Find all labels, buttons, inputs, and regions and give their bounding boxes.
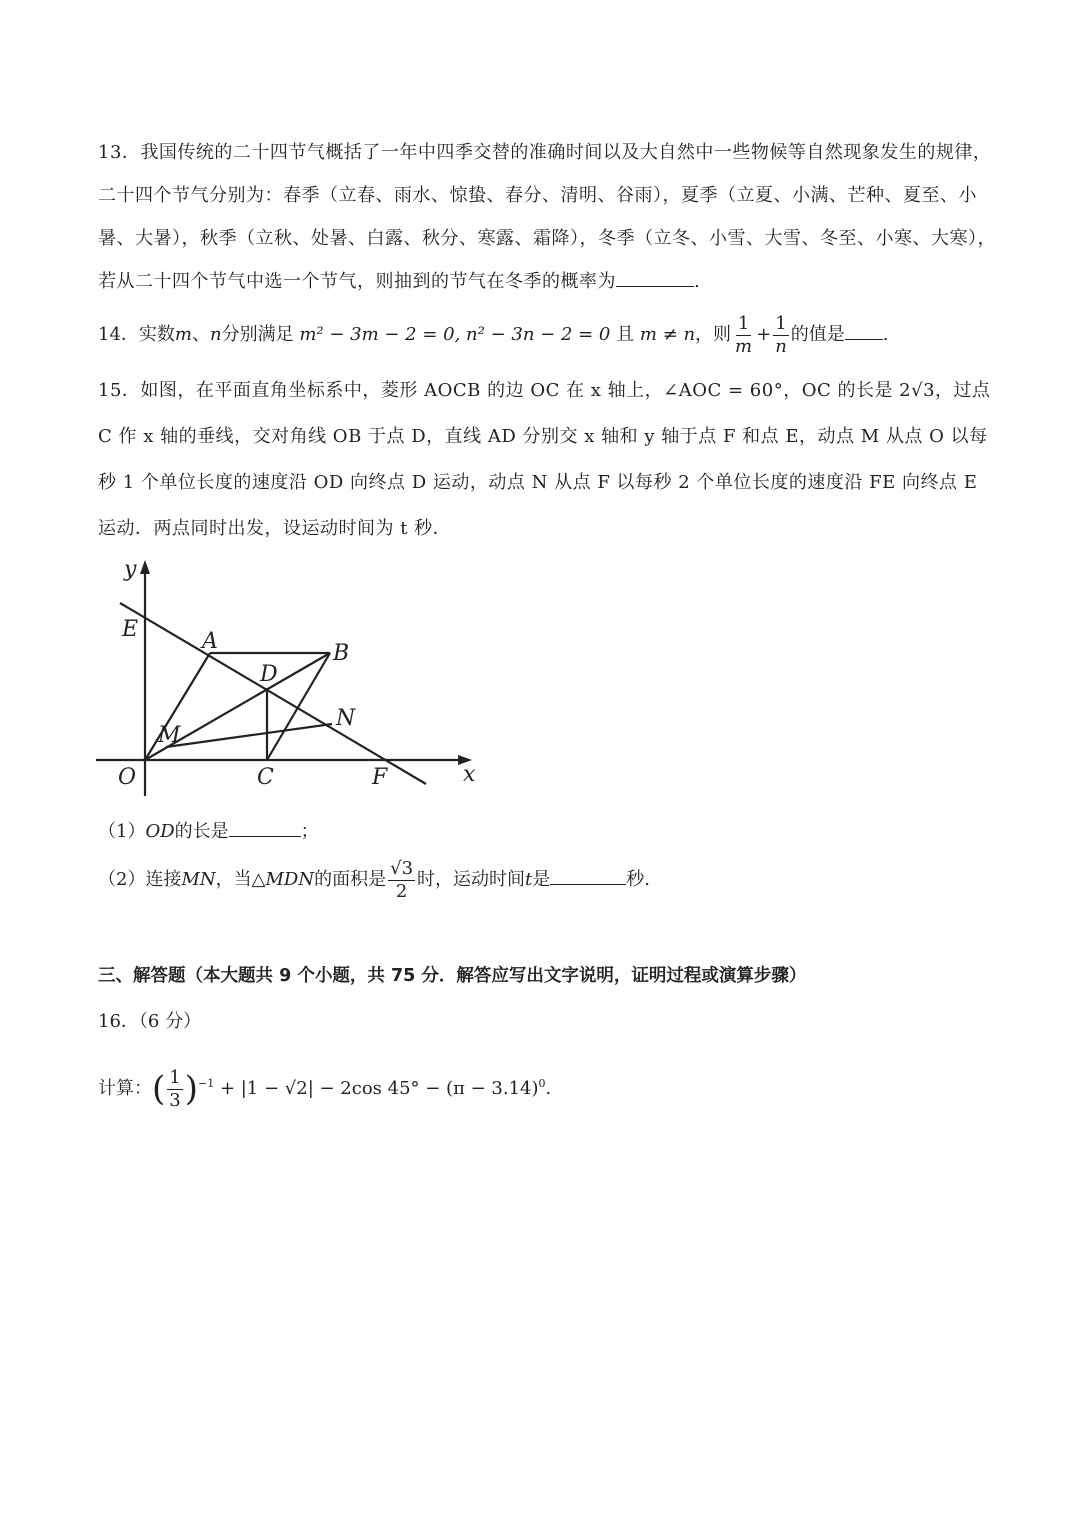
segment-MN xyxy=(166,724,332,747)
label-C: C xyxy=(257,765,274,790)
question-13-text: 13．我国传统的二十四节气概括了一年中四季交替的准确时间以及大自然中一些物候等自然现象发生的规律，二十四个节气分别为：春季（立春、雨水、惊蛰、春分、清明、谷雨），夏季（立夏、小满、芒种、夏至、小暑、大暑），秋季（立秋、处暑、白露、秋分、寒露、霜降），冬季（立冬、小雪、大雪、冬至、小寒、大寒），若从二十四个节气中选一个节气，则抽到的节气在冬季的概率为 xyxy=(98,142,996,292)
question-15-part-2: （2）连接MN，当△MDN的面积是 $\frac{√3}{2}$ 时，运动时间t是 秒. xyxy=(98,857,650,902)
question-15-text: 15．如图，在平面直角坐标系中，菱形 AOCB 的边 OC 在 x 轴上，∠AOC = 60°，OC 的长是 2√3，过点 C 作 x 轴的垂线，交对角线 OB 于点 D，直线 AD 分别交 x 轴和 y 轴于点 F 和点 E，动点 M 从点 O 以每秒 1 个单位长度的速度沿 OD 向终点 D 运动，动点 N 从点 F 以每秒 2 个单位长度的速度沿 FE 向终点 E 运动．两点同时出发，设运动时间为 t 秒． xyxy=(98,380,991,539)
y-arrow-icon xyxy=(140,560,150,574)
answer-blank-15-2 xyxy=(550,866,626,885)
answer-blank-14 xyxy=(845,321,883,340)
question-16-header: 16．（6 分） xyxy=(98,1011,202,1032)
fraction-1-over-n: $\frac{1}{n}$ xyxy=(775,312,787,357)
question-16-expression: 计算：( $\frac{1}{3}$ )$^{-1}$ + |1 − √2| − 2cos $45^\circ - (\pi - 3.14)^0$. xyxy=(98,1066,552,1111)
label-N: N xyxy=(336,706,356,731)
fraction-1-over-m: $\frac{1}{m}$ xyxy=(735,312,753,357)
answer-blank-15-1 xyxy=(229,818,301,837)
label-y: y xyxy=(124,557,137,582)
label-F: F xyxy=(372,765,388,790)
fraction-sqrt3-over-2: $\frac{√3}{2}$ xyxy=(390,857,414,902)
label-E: E xyxy=(122,617,139,642)
answer-blank-13 xyxy=(616,268,694,287)
label-M: M xyxy=(158,723,181,748)
label-D: D xyxy=(260,662,278,687)
geometry-figure xyxy=(96,556,486,801)
question-14: 14．实数m、n分别满足 m² − 3m − 2 = 0, n² − 3n − 2 = 0 且 m ≠ n，则 $\frac{1}{m}$ + $\frac{1}{n}$ 的值是 . xyxy=(98,312,889,357)
equation-14: m² − 3m − 2 = 0, n² − 3n − 2 = 0 xyxy=(299,324,611,345)
label-O: O xyxy=(118,765,137,790)
line-EF xyxy=(120,603,426,784)
question-15-part-1: （1）OD的长是 ； xyxy=(98,818,319,845)
label-A: A xyxy=(202,629,218,654)
question-15 xyxy=(98,368,998,552)
question-13: 13．我国传统的二十四节气概括了一年中四季交替的准确时间以及大自然中一些物候等自然现象发生的规律，二十四个节气分别为：春季（立春、雨水、惊蛰、春分、清明、谷雨），夏季（立夏、小满、芒种、夏至、小暑、大暑），秋季（立秋、处暑、白露、秋分、寒露、霜降），冬季（立冬、小雪、大雪、冬至、小寒、大寒），若从二十四个节气中选一个节气，则抽到的节气在冬季的概率为 . xyxy=(98,142,996,292)
label-B: B xyxy=(333,641,350,666)
label-x: x xyxy=(463,762,476,787)
section-3-title: 三、解答题（本大题共 9 个小题，共 75 分．解答应写出文字说明，证明过程或演算步骤） xyxy=(98,966,807,986)
